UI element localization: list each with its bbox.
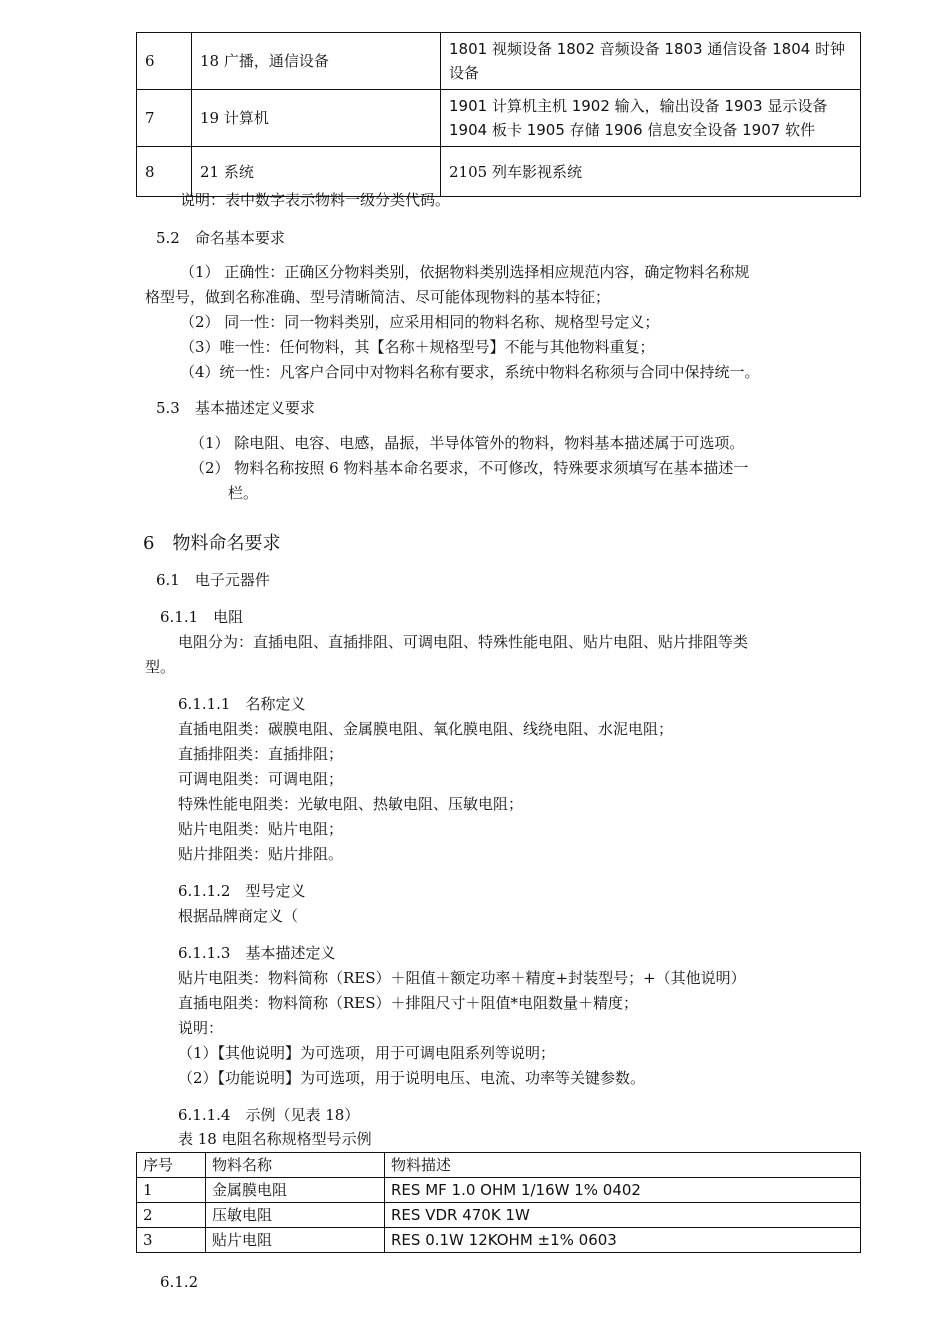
- row-description: 2105 列车影视系统: [441, 147, 861, 197]
- table-cell: 3: [137, 1228, 206, 1253]
- table-row: [137, 147, 861, 197]
- list-item: 可调电阻类：可调电阻；: [178, 770, 344, 788]
- paragraph: 直插电阻类：物料简称（RES）＋排阻尺寸＋阻值*电阻数量＋精度；: [178, 994, 639, 1012]
- table-header-row: [137, 1153, 861, 1178]
- table-row: [137, 1203, 861, 1228]
- section-6-1-1-3-heading: 6.1.1.3 基本描述定义: [178, 944, 336, 962]
- section-6-1-1-4-heading: 6.1.1.4 示例（见表 18）: [178, 1106, 360, 1124]
- table-cell: 1: [137, 1178, 206, 1203]
- row-description: 1801 视频设备 1802 音频设备 1803 通信设备 1804 时钟设备: [441, 33, 861, 90]
- paragraph: （1） 正确性：正确区分物料类别，依据物料类别选择相应规范内容，确定物料名称规: [180, 263, 750, 281]
- table-cell: 贴片电阻: [206, 1228, 385, 1253]
- column-header: 物料名称: [206, 1153, 385, 1178]
- section-6-1-1-1-heading: 6.1.1.1 名称定义: [178, 695, 306, 713]
- table-row: [137, 1228, 861, 1253]
- example-table: [136, 1152, 861, 1253]
- section-6-1-1-2-heading: 6.1.1.2 型号定义: [178, 882, 306, 900]
- paragraph: （1） 除电阻、电容、电感，晶振，半导体管外的物料，物料基本描述属于可选项。: [190, 434, 745, 452]
- paragraph: （2）【功能说明】为可选项，用于说明电压、电流、功率等关键参数。: [178, 1069, 646, 1087]
- list-item: 直插排阻类：直插排阻；: [178, 745, 344, 763]
- table-cell: RES 0.1W 12KOHM ±1% 0603: [385, 1228, 861, 1253]
- table-cell: RES MF 1.0 OHM 1/16W 1% 0402: [385, 1178, 861, 1203]
- paragraph: （3）唯一性：任何物料，其【名称＋规格型号】不能与其他物料重复；: [180, 338, 655, 356]
- row-category: 19 计算机: [192, 90, 441, 147]
- table-cell: 2: [137, 1203, 206, 1228]
- table-cell: 金属膜电阻: [206, 1178, 385, 1203]
- row-number: 7: [137, 90, 192, 147]
- table-caption: 表 18 电阻名称规格型号示例: [178, 1130, 372, 1148]
- table-cell: RES VDR 470K 1W: [385, 1203, 861, 1228]
- paragraph: 型。: [145, 658, 176, 676]
- table-note: 说明：表中数字表示物料一级分类代码。: [180, 191, 451, 209]
- column-header: 序号: [137, 1153, 206, 1178]
- paragraph: （2） 物料名称按照 6 物料基本命名要求，不可修改，特殊要求须填写在基本描述一: [190, 459, 749, 477]
- table-row: [137, 1178, 861, 1203]
- paragraph: （2） 同一性：同一物料类别，应采用相同的物料名称、规格型号定义；: [180, 313, 660, 331]
- table-row: [137, 33, 861, 90]
- row-category: 18 广播，通信设备: [192, 33, 441, 90]
- column-header: 物料描述: [385, 1153, 861, 1178]
- classification-table: [136, 32, 861, 197]
- list-item: 贴片排阻类：贴片排阻。: [178, 845, 344, 863]
- row-number: 8: [137, 147, 192, 197]
- row-number: 6: [137, 33, 192, 90]
- row-category: 21 系统: [192, 147, 441, 197]
- paragraph: （4）统一性：凡客户合同中对物料名称有要求，系统中物料名称须与合同中保持统一。: [180, 363, 760, 381]
- paragraph: 栏。: [228, 484, 259, 502]
- list-item: 特殊性能电阻类：光敏电阻、热敏电阻、压敏电阻；: [178, 795, 524, 813]
- list-item: 直插电阻类：碳膜电阻、金属膜电阻、氧化膜电阻、线绕电阻、水泥电阻；: [178, 720, 674, 738]
- list-item: 贴片电阻类：贴片电阻；: [178, 820, 344, 838]
- section-6-1-heading: 6.1 电子元器件: [156, 571, 270, 589]
- section-5-3-heading: 5.3 基本描述定义要求: [156, 399, 315, 417]
- section-6-1-2-heading: 6.1.2: [160, 1273, 199, 1291]
- paragraph: 说明：: [178, 1019, 224, 1037]
- section-5-2-heading: 5.2 命名基本要求: [156, 229, 285, 247]
- section-6-1-1-heading: 6.1.1 电阻: [160, 608, 244, 626]
- paragraph: 贴片电阻类：物料简称（RES）＋阻值＋额定功率＋精度+封装型号；+（其他说明）: [178, 969, 746, 987]
- table-cell: 压敏电阻: [206, 1203, 385, 1228]
- paragraph: 格型号，做到名称准确、型号清晰简洁、尽可能体现物料的基本特征；: [145, 288, 611, 306]
- table-row: [137, 90, 861, 147]
- section-6-heading: 6 物料命名要求: [143, 533, 281, 554]
- paragraph: （1）【其他说明】为可选项，用于可调电阻系列等说明；: [178, 1044, 556, 1062]
- paragraph: 根据品牌商定义（: [178, 907, 299, 925]
- row-description: 1901 计算机主机 1902 输入，输出设备 1903 显示设备 1904 板卡 1905 存储 1906 信息安全设备 1907 软件: [441, 90, 861, 147]
- paragraph: 电阻分为：直插电阻、直插排阻、可调电阻、特殊性能电阻、贴片电阻、贴片排阻等类: [178, 633, 749, 651]
